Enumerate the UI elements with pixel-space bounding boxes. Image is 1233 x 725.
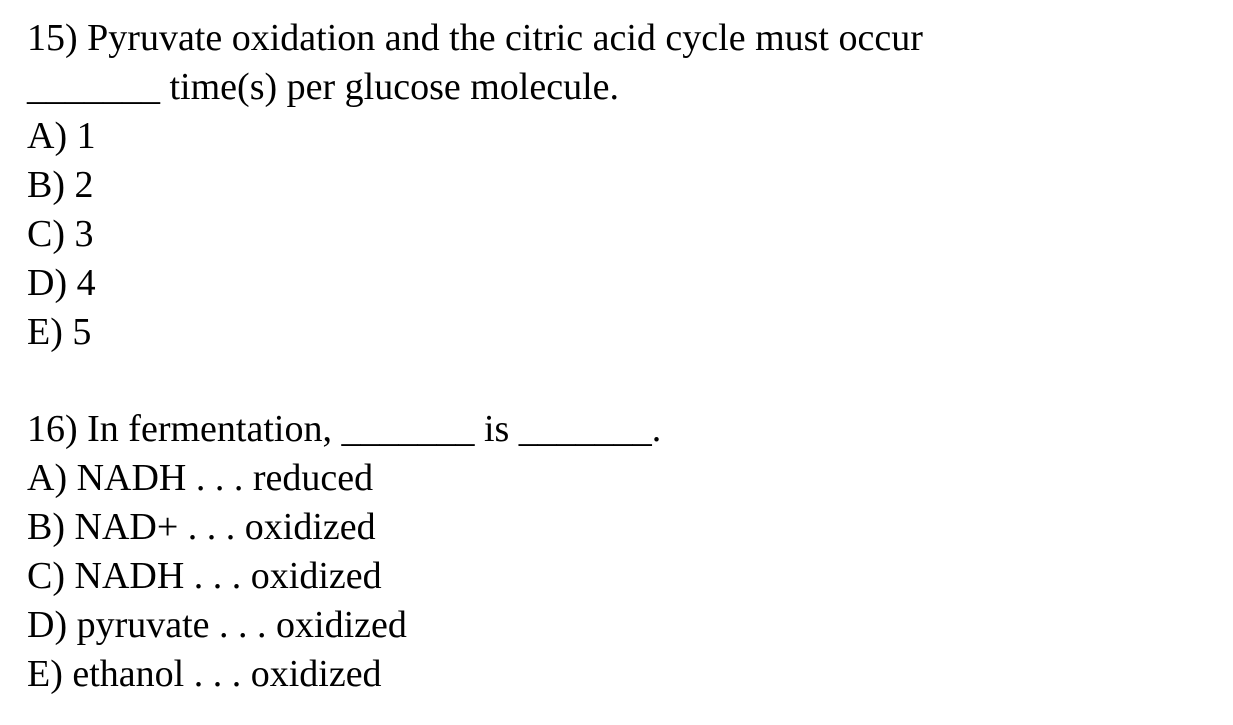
question-15: [27, 14, 1217, 357]
answer-option-c: C) NADH . . . oxidized: [27, 555, 382, 597]
answer-option-d: D) pyruvate . . . oxidized: [27, 604, 407, 646]
answer-option-c: C) 3: [27, 213, 94, 255]
answer-option-b: B) NAD+ . . . oxidized: [27, 506, 376, 548]
answer-option-e: E) 5: [27, 311, 92, 353]
answer-option-b: B) 2: [27, 164, 94, 206]
answer-option-a: A) NADH . . . reduced: [27, 457, 374, 499]
answer-option-a: A) 1: [27, 115, 96, 157]
answer-option-d: D) 4: [27, 262, 96, 304]
question-stem-line: 16) In fermentation, _______ is _______.: [27, 408, 662, 450]
question-16: [27, 405, 1217, 699]
question-stem-line: _______ time(s) per glucose molecule.: [27, 66, 620, 108]
question-spacer: [27, 357, 1217, 405]
question-stem-line: 15) Pyruvate oxidation and the citric acid cycle must occur: [27, 17, 923, 59]
answer-option-e: E) ethanol . . . oxidized: [27, 653, 382, 695]
document-page: [27, 14, 1217, 699]
